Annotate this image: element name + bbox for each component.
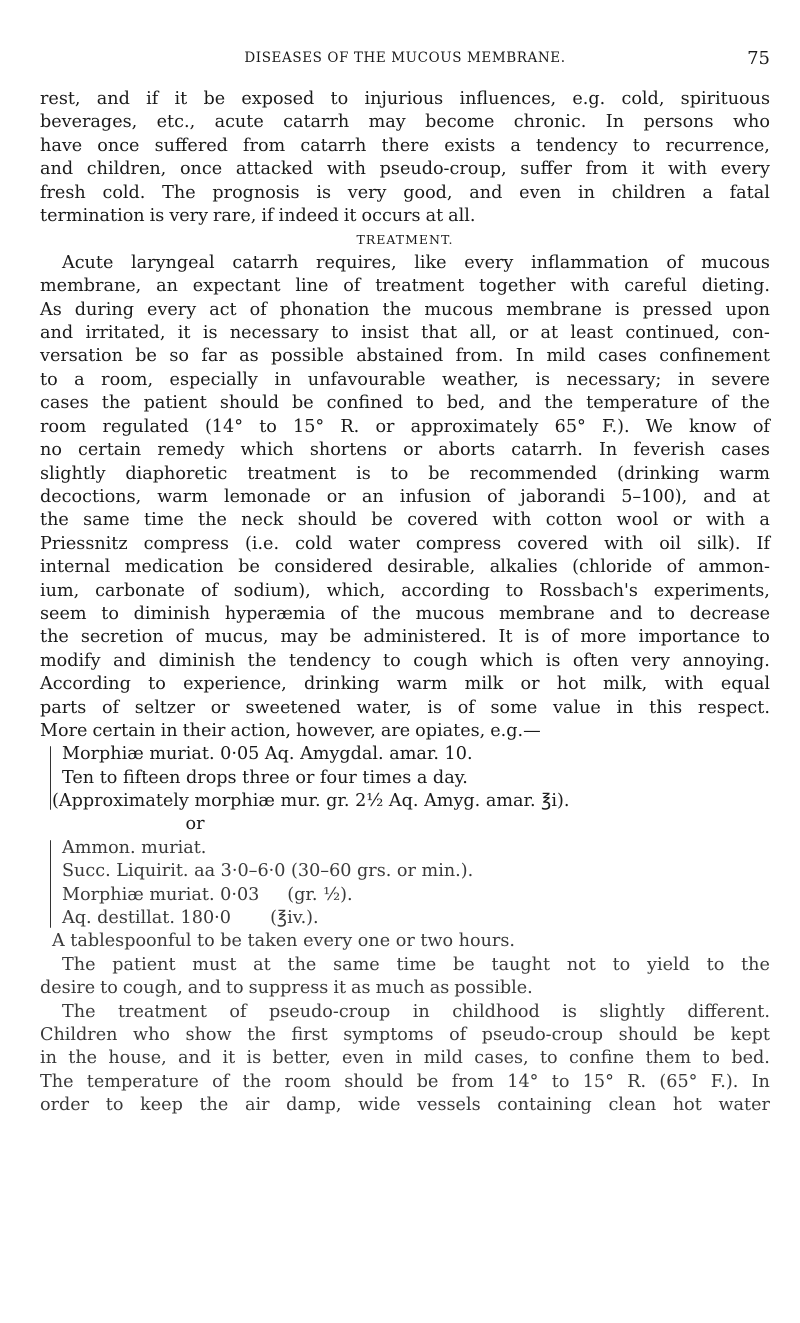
rx-line: Ten to fifteen drops three or four times a day. <box>62 767 468 788</box>
text-line: versation be so far as possible abstained from. In mild cases confinement <box>40 346 770 367</box>
brace-left <box>50 746 51 810</box>
text-line: The temperature of the room should be from 14° to 15° R. (65° F.). In <box>40 1071 770 1092</box>
rx-line: Morphiæ muriat. 0·05 Aq. Amygdal. amar. 10. <box>62 744 473 765</box>
text-line: seem to diminish hyperæmia of the mucous membrane and to decrease <box>40 603 770 624</box>
text-line: in the house, and it is better, even in mild cases, to confine them to bed. <box>40 1048 770 1069</box>
text-line: decoctions, warm lemonade or an infusion of jaborandi 5–100), and at <box>40 486 770 507</box>
text-line: Acute laryngeal catarrh requires, like every inflammation of mucous <box>62 252 770 273</box>
text-line: Children who show the first symptoms of pseudo-croup should be kept <box>40 1025 770 1045</box>
text-line: to a room, especially in unfavourable weather, is necessary; in severe <box>40 369 770 390</box>
paragraph-treatment <box>40 252 770 744</box>
section-heading: TREATMENT. <box>356 232 454 248</box>
text-line: the secretion of mucus, may be administered. It is of more importance to <box>40 627 770 648</box>
text-line: slightly diaphoretic treatment is to be recommended (drinking warm <box>40 463 770 484</box>
text-line: and irritated, it is necessary to insist that all, or at least continued, con- <box>40 323 770 344</box>
text-line: The patient must at the same time be taught not to yield to the <box>62 954 770 975</box>
rx-line: A tablespoonful to be taken every one or two hours. <box>52 931 515 952</box>
rx-line: Succ. Liquirit. aa 3·0–6·0 (30–60 grs. or min.). <box>62 861 474 882</box>
text-line: internal medication be considered desirable, alkalies (chloride of ammon- <box>40 557 770 578</box>
rx-line: Ammon. muriat. <box>62 837 207 858</box>
running-head: DISEASES OF THE MUCOUS MEMBRANE. <box>244 50 566 66</box>
text-line: ium, carbonate of sodium), which, according to Rossbach's experiments, <box>40 580 770 601</box>
text-line: have once suffered from catarrh there exists a tendency to recurrence, <box>40 135 770 156</box>
text-line: termination is very rare, if indeed it occurs at all. <box>40 206 476 227</box>
or-separator: or <box>185 814 205 835</box>
rx-line: Morphiæ muriat. 0·03 (gr. ½). <box>62 884 353 905</box>
paragraph-prognosis <box>40 88 770 228</box>
text-line: rest, and if it be exposed to injurious influences, e.g. cold, spirituous <box>40 89 770 109</box>
text-line: modify and diminish the tendency to cough which is often very annoying. <box>40 650 770 671</box>
text-line: the same time the neck should be covered with cotton wool or with a <box>40 510 770 531</box>
text-line: More certain in their action, however, are opiates, e.g.— <box>40 720 541 741</box>
page-header <box>40 50 770 72</box>
text-line: desire to cough, and to suppress it as much as possible. <box>40 978 533 999</box>
paragraph-pseudo-croup <box>40 1001 770 1118</box>
brace-left <box>50 840 51 928</box>
rx-line: Aq. destillat. 180·0 (℥iv.). <box>62 908 319 928</box>
prescription-morphia <box>40 743 770 813</box>
paragraph-cough <box>40 954 770 1001</box>
text-line: Priessnitz compress (i.e. cold water compress covered with oil silk). If <box>40 533 770 554</box>
text-line: According to experience, drinking warm milk or hot milk, with equal <box>40 674 770 695</box>
text-line: fresh cold. The prognosis is very good, and even in children a fatal <box>40 182 770 203</box>
prescription-ammonium <box>40 837 770 954</box>
page-body <box>40 88 770 1118</box>
text-line: cases the patient should be confined to bed, and the temperature of the <box>40 393 770 414</box>
text-line: parts of seltzer or sweetened water, is of some value in this respect. <box>40 697 770 718</box>
text-line: membrane, an expectant line of treatment together with careful dieting. <box>40 276 770 297</box>
text-line: no certain remedy which shortens or aborts catarrh. In feverish cases <box>40 440 770 461</box>
page-number: 75 <box>747 48 770 69</box>
text-line: order to keep the air damp, wide vessels containing clean hot water <box>40 1095 770 1116</box>
text-line: beverages, etc., acute catarrh may become chronic. In persons who <box>40 112 770 133</box>
rx-line: (Approximately morphiæ mur. gr. 2½ Aq. Amyg. amar. ℥i). <box>52 791 570 812</box>
text-line: As during every act of phonation the mucous membrane is pressed upon <box>40 299 770 320</box>
text-line: room regulated (14° to 15° R. or approximately 65° F.). We know of <box>40 416 770 437</box>
text-line: The treatment of pseudo-croup in childhood is slightly different. <box>62 1001 770 1022</box>
text-line: and children, once attacked with pseudo-croup, suffer from it with every <box>40 159 770 180</box>
